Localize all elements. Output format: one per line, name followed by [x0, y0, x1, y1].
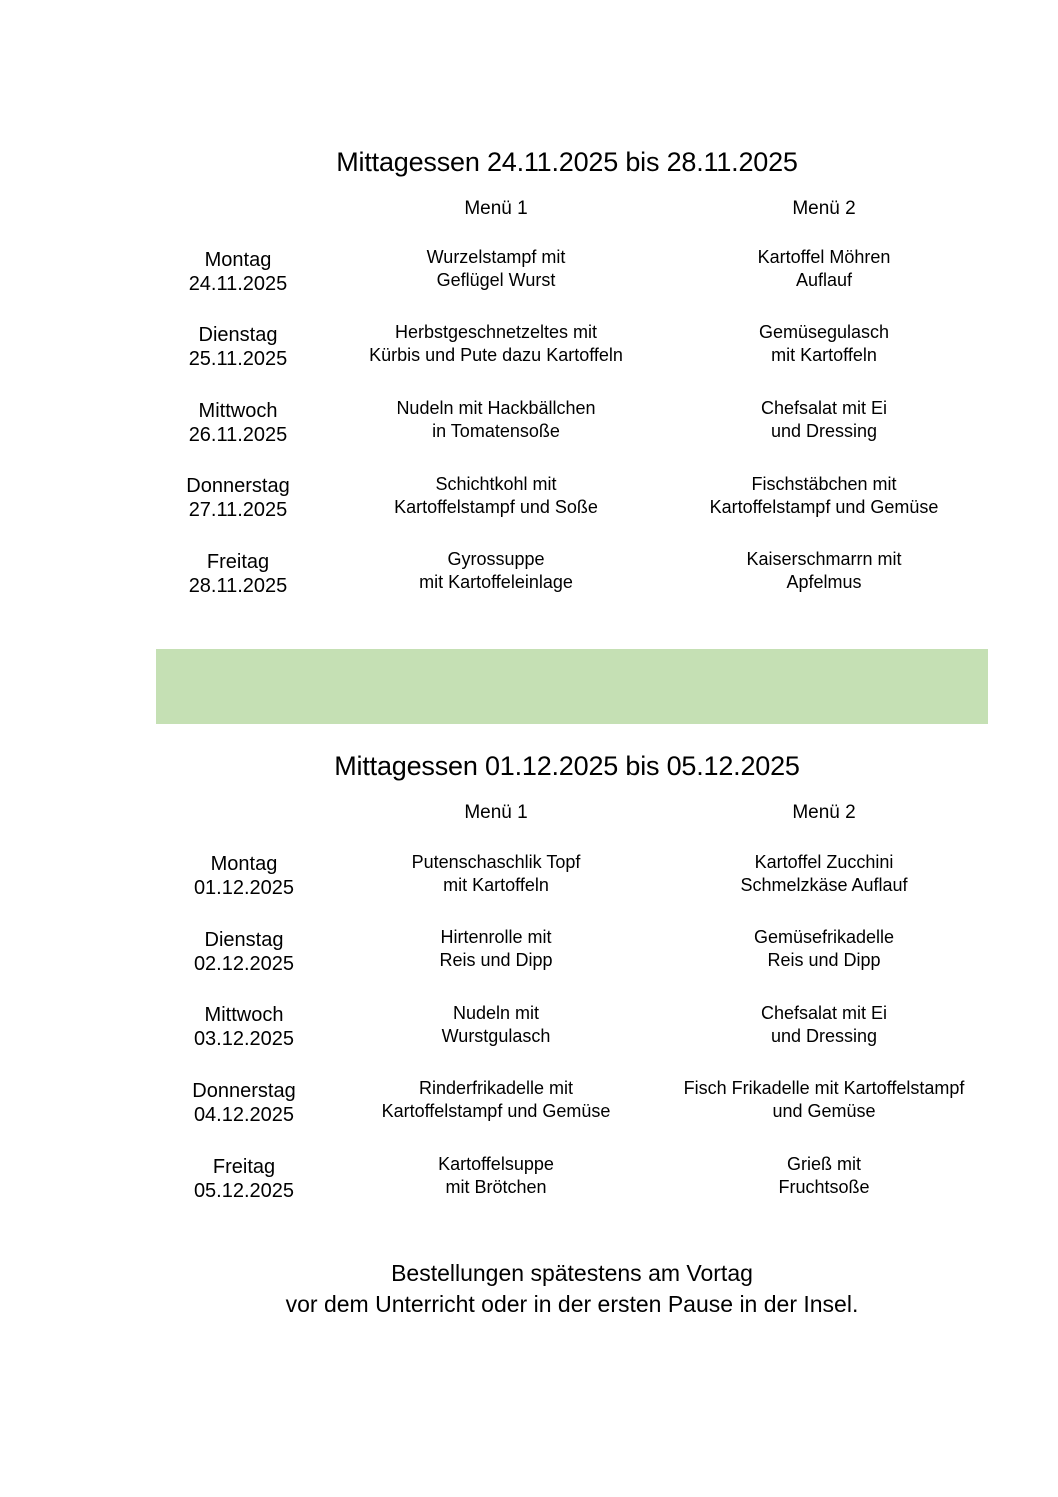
day-name: Montag [210, 853, 278, 875]
week-1-menu-2-meal [624, 548, 1024, 594]
day-date: 26.11.2025 [188, 424, 288, 446]
day-date: 02.12.2025 [193, 953, 295, 975]
order-instructions [0, 1258, 1058, 1320]
meal-line: Reis und Dipp [439, 950, 553, 970]
meal-line: Reis und Dipp [767, 950, 881, 970]
meal-line: Putenschaschlik Topf [411, 852, 581, 872]
meal-line: Nudeln mit Hackbällchen [396, 398, 596, 418]
order-instructions-line-1: Bestellungen spätestens am Vortag [391, 1260, 753, 1286]
meal-line: Kaiserschmarrn mit [746, 549, 902, 569]
meal-line: Wurzelstampf mit [426, 247, 566, 267]
meal-line: Kartoffelstampf und Soße [394, 497, 598, 517]
meal-line: Fisch Frikadelle mit Kartoffelstampf [683, 1078, 965, 1098]
day-date: 27.11.2025 [188, 499, 288, 521]
meal-line: Chefsalat mit Ei [760, 398, 888, 418]
day-name: Dienstag [198, 324, 278, 346]
day-date: 03.12.2025 [193, 1028, 295, 1050]
meal-line: Kartoffelstampf und Gemüse [709, 497, 939, 517]
week-1-menu-2-meal [624, 473, 1024, 519]
meal-line: und Dressing [770, 421, 878, 441]
meal-line: Kartoffel Zucchini [754, 852, 894, 872]
meal-line: Apfelmus [786, 572, 862, 592]
meal-line: Chefsalat mit Ei [760, 1003, 888, 1023]
week-2-menu-2-meal [624, 1077, 1024, 1123]
meal-line: mit Kartoffeln [771, 345, 877, 365]
meal-line: Gemüsegulasch [758, 322, 890, 342]
meal-line: mit Kartoffeleinlage [419, 572, 573, 592]
meal-line: Grieß mit [787, 1154, 861, 1174]
meal-line: und Gemüse [772, 1101, 876, 1121]
week-2-menu-2-meal [624, 851, 1024, 897]
day-name: Freitag [212, 1156, 276, 1178]
meal-line: Gemüsefrikadelle [753, 927, 895, 947]
meal-line: in Tomatensoße [432, 421, 560, 441]
meal-line: Fruchtsoße [778, 1177, 870, 1197]
meal-line: Geflügel Wurst [436, 270, 556, 290]
week-separator-band [156, 649, 988, 724]
day-name: Dienstag [204, 929, 284, 951]
meal-line: Kartoffel Möhren [757, 247, 891, 267]
day-name: Donnerstag [192, 1080, 296, 1102]
day-date: 01.12.2025 [193, 877, 295, 899]
meal-line: Rinderfrikadelle mit [418, 1078, 574, 1098]
week-2-menu-2-meal [624, 1002, 1024, 1048]
meal-line: Nudeln mit [452, 1003, 540, 1023]
day-date: 28.11.2025 [188, 575, 288, 597]
meal-line: Schmelzkäse Auflauf [740, 875, 908, 895]
week-1-menu-2-meal [624, 397, 1024, 443]
week-1-menu-2-header: Menü 2 [792, 198, 856, 219]
meal-line: Kürbis und Pute dazu Kartoffeln [369, 345, 623, 365]
day-date: 24.11.2025 [188, 273, 288, 295]
day-date: 04.12.2025 [193, 1104, 295, 1126]
meal-line: Kartoffelstampf und Gemüse [381, 1101, 611, 1121]
order-instructions-line-2: vor dem Unterricht oder in der ersten Pause in der Insel. [285, 1291, 859, 1317]
meal-line: Gyrossuppe [447, 549, 545, 569]
week-2-menu-2-meal [624, 1153, 1024, 1199]
meal-line: und Dressing [770, 1026, 878, 1046]
meal-line: Fischstäbchen mit [751, 474, 897, 494]
week-2-menu-1-header: Menü 1 [464, 802, 528, 823]
week-1-menu-1-header: Menü 1 [464, 198, 528, 219]
week-1-menu-2-meal [624, 246, 1024, 292]
week-2-title: Mittagessen 01.12.2025 bis 05.12.2025 [334, 751, 800, 781]
meal-line: Hirtenrolle mit [440, 927, 552, 947]
day-date: 25.11.2025 [188, 348, 288, 370]
day-name: Freitag [206, 551, 270, 573]
week-1-menu-2-meal [624, 321, 1024, 367]
meal-line: Schichtkohl mit [435, 474, 557, 494]
week-1-title: Mittagessen 24.11.2025 bis 28.11.2025 [336, 147, 798, 177]
meal-line: mit Kartoffeln [443, 875, 549, 895]
day-name: Mittwoch [204, 1004, 284, 1026]
day-date: 05.12.2025 [193, 1180, 295, 1202]
week-2-menu-2-meal [624, 926, 1024, 972]
day-name: Donnerstag [186, 475, 290, 497]
meal-line: Auflauf [795, 270, 853, 290]
meal-line: Kartoffelsuppe [438, 1154, 554, 1174]
day-name: Mittwoch [198, 400, 278, 422]
meal-line: mit Brötchen [445, 1177, 547, 1197]
meal-line: Herbstgeschnetzeltes mit [394, 322, 598, 342]
week-2-menu-2-header: Menü 2 [792, 802, 856, 823]
day-name: Montag [204, 249, 272, 271]
meal-line: Wurstgulasch [441, 1026, 551, 1046]
